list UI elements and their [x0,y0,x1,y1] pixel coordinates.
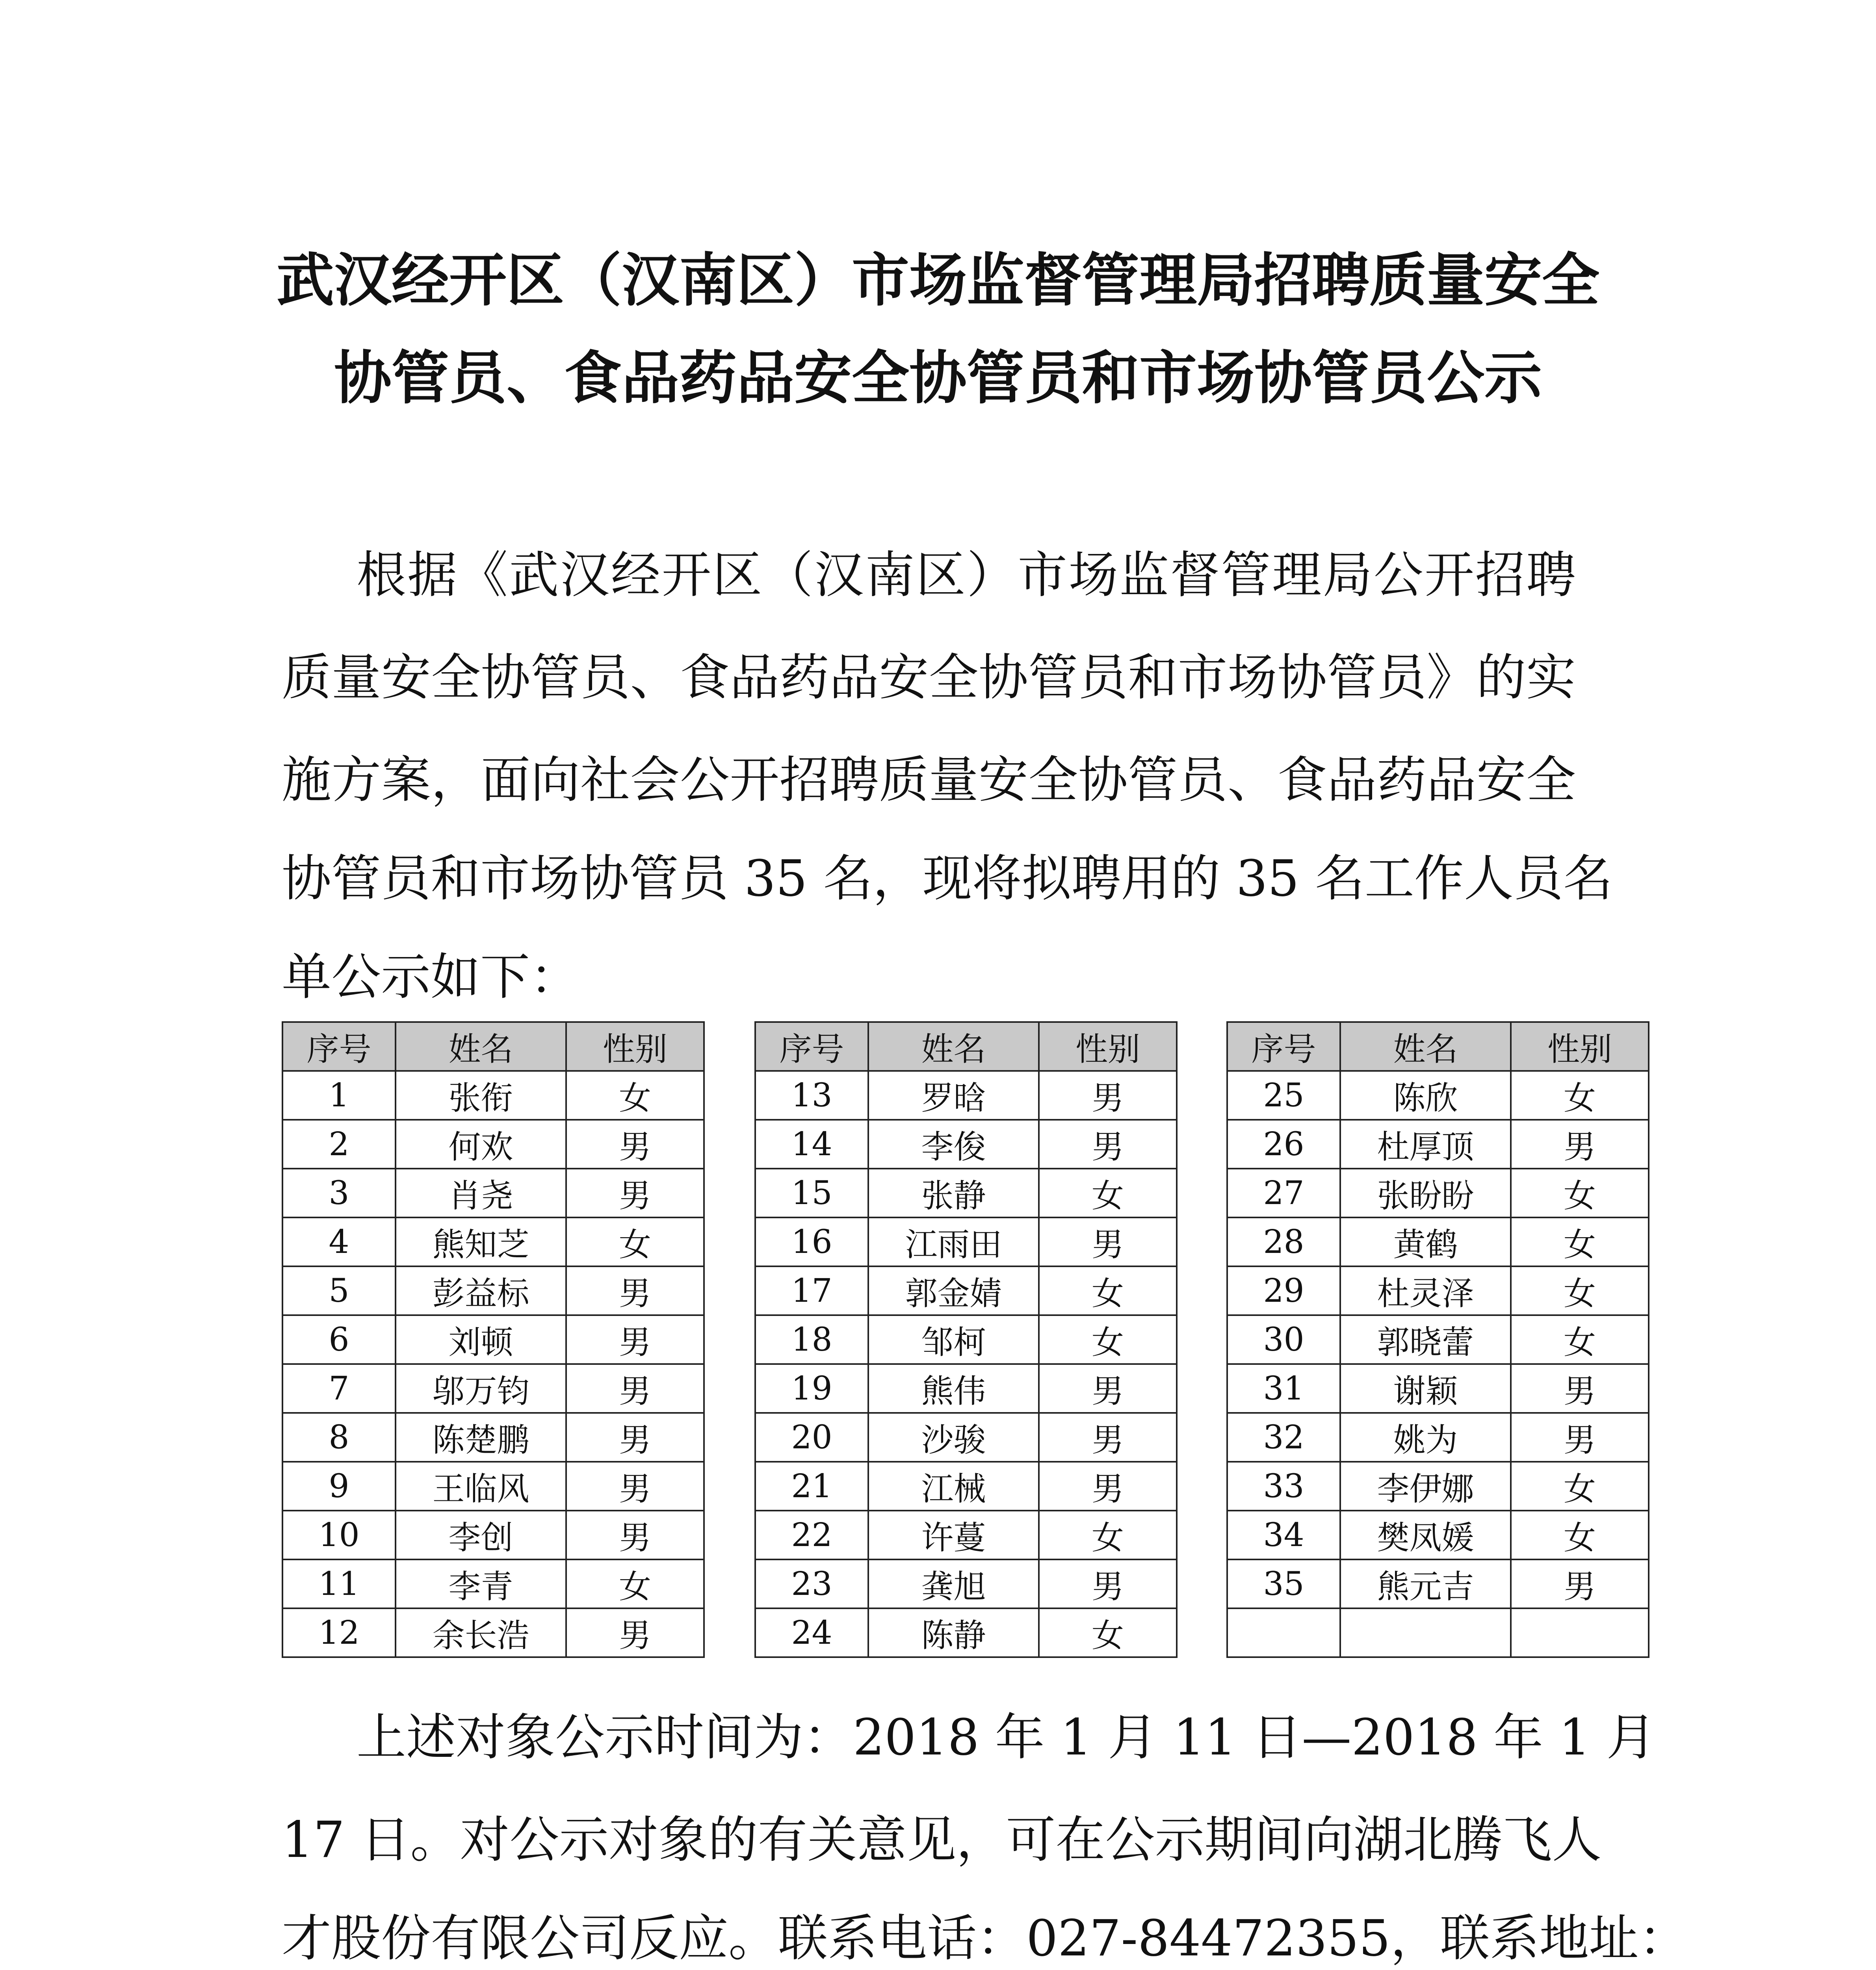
table-row [282,1364,704,1413]
table-row [282,1413,704,1462]
header-name: 姓名 [868,1022,1039,1071]
cell-gender: 男 [566,1120,704,1169]
cell-name: 郭金婧 [868,1266,1039,1315]
notice-line-2: 17 日。对公示对象的有关意见，可在公示期间向湖北腾飞人 [282,1811,1602,1869]
cell-seq [1227,1608,1340,1657]
cell-name: 王临风 [396,1462,566,1511]
cell-name: 陈楚鹏 [396,1413,566,1462]
cell-name: 樊凤媛 [1340,1511,1511,1559]
table-row [282,1217,704,1266]
cell-gender: 女 [1511,1511,1649,1559]
cell-seq: 25 [1227,1071,1340,1120]
cell-seq: 13 [755,1071,868,1120]
table-row [282,1315,704,1364]
cell-name: 邹柯 [868,1315,1039,1364]
table-row [282,1511,704,1559]
cell-seq: 28 [1227,1217,1340,1266]
cell-seq: 14 [755,1120,868,1169]
cell-name: 陈静 [868,1608,1039,1657]
cell-gender: 女 [1511,1266,1649,1315]
cell-name: 罗晗 [868,1071,1039,1120]
table-row [282,1266,704,1315]
cell-gender: 男 [1511,1559,1649,1608]
cell-seq: 3 [282,1169,396,1217]
cell-gender: 男 [566,1169,704,1217]
header-seq: 序号 [1227,1022,1340,1071]
cell-name: 李俊 [868,1120,1039,1169]
cell-seq: 17 [755,1266,868,1315]
header-name: 姓名 [1340,1022,1511,1071]
cell-gender: 男 [566,1315,704,1364]
cell-gender: 女 [1511,1071,1649,1120]
cell-seq: 22 [755,1511,868,1559]
roster-table-1 [282,1021,705,1658]
cell-gender: 男 [566,1462,704,1511]
cell-gender: 女 [1039,1608,1177,1657]
cell-seq: 10 [282,1511,396,1559]
roster-body [282,1071,704,1657]
cell-seq: 23 [755,1559,868,1608]
cell-gender: 男 [1039,1217,1177,1266]
cell-gender: 男 [1039,1364,1177,1413]
header-row [755,1022,1177,1071]
cell-seq: 20 [755,1413,868,1462]
table-row [755,1071,1177,1120]
cell-gender: 男 [566,1511,704,1559]
title-line-2: 协管员、食品药品安全协管员和市场协管员公示 [334,345,1542,412]
cell-name: 邬万钧 [396,1364,566,1413]
notice-line-3: 才股份有限公司反应。联系电话：027-84472355，联系地址： [282,1909,1688,1967]
table-row [755,1608,1177,1657]
cell-gender: 男 [1039,1120,1177,1169]
cell-name: 张静 [868,1169,1039,1217]
cell-name: 李伊娜 [1340,1462,1511,1511]
cell-gender: 女 [566,1217,704,1266]
cell-gender: 男 [1039,1413,1177,1462]
cell-name: 杜灵泽 [1340,1266,1511,1315]
table-row [282,1169,704,1217]
cell-seq: 34 [1227,1511,1340,1559]
header-gender: 性别 [566,1022,704,1071]
cell-gender: 男 [1511,1120,1649,1169]
table-row [1227,1071,1649,1120]
table-row [1227,1462,1649,1511]
cell-name: 熊知芝 [396,1217,566,1266]
cell-seq: 8 [282,1413,396,1462]
cell-gender: 女 [1511,1169,1649,1217]
cell-gender: 女 [1039,1266,1177,1315]
table-row [755,1120,1177,1169]
roster-body [755,1071,1177,1657]
cell-seq: 32 [1227,1413,1340,1462]
header-seq: 序号 [755,1022,868,1071]
header-seq: 序号 [282,1022,396,1071]
cell-gender: 男 [566,1413,704,1462]
cell-seq: 6 [282,1315,396,1364]
cell-name: 姚为 [1340,1413,1511,1462]
cell-name: 沙骏 [868,1413,1039,1462]
table-row [755,1217,1177,1266]
cell-gender: 女 [566,1071,704,1120]
table-row [755,1364,1177,1413]
cell-seq: 21 [755,1462,868,1511]
cell-name: 李青 [396,1559,566,1608]
cell-name: 黄鹤 [1340,1217,1511,1266]
intro-line-5: 单公示如下： [282,948,580,1006]
cell-gender: 男 [1511,1364,1649,1413]
cell-seq: 15 [755,1169,868,1217]
cell-name: 刘顿 [396,1315,566,1364]
cell-seq: 18 [755,1315,868,1364]
roster-table-3 [1226,1021,1649,1658]
notice-line-1: 上述对象公示时间为：2018 年 1 月 11 日—2018 年 1 月 [357,1708,1656,1766]
roster-tables [282,1021,1668,1671]
cell-gender: 女 [1039,1315,1177,1364]
header-row [1227,1022,1649,1071]
table-row [1227,1120,1649,1169]
cell-name: 谢颖 [1340,1364,1511,1413]
intro-line-2: 质量安全协管员、食品药品安全协管员和市场协管员》的实 [282,649,1576,706]
table-row [282,1608,704,1657]
cell-seq: 31 [1227,1364,1340,1413]
cell-gender: 男 [1039,1462,1177,1511]
table-row [755,1413,1177,1462]
cell-seq: 1 [282,1071,396,1120]
cell-name: 张盼盼 [1340,1169,1511,1217]
cell-gender: 男 [566,1608,704,1657]
header-row [282,1022,704,1071]
cell-name: 许蔓 [868,1511,1039,1559]
table-row [755,1266,1177,1315]
cell-seq: 16 [755,1217,868,1266]
intro-line-3: 施方案，面向社会公开招聘质量安全协管员、食品药品安全 [282,751,1576,809]
cell-name: 龚旭 [868,1559,1039,1608]
table-row [1227,1169,1649,1217]
cell-name: 江械 [868,1462,1039,1511]
cell-seq: 9 [282,1462,396,1511]
cell-gender: 女 [1511,1217,1649,1266]
cell-seq: 2 [282,1120,396,1169]
cell-seq: 30 [1227,1315,1340,1364]
table-row [282,1071,704,1120]
cell-gender [1511,1608,1649,1657]
table-row [755,1315,1177,1364]
table-row [282,1559,704,1608]
cell-gender: 男 [1039,1071,1177,1120]
cell-seq: 24 [755,1608,868,1657]
cell-name: 余长浩 [396,1608,566,1657]
cell-seq: 11 [282,1559,396,1608]
roster-body [1227,1071,1649,1657]
header-name: 姓名 [396,1022,566,1071]
title-line-1: 武汉经开区（汉南区）市场监督管理局招聘质量安全 [277,247,1599,314]
cell-name: 张衔 [396,1071,566,1120]
cell-seq: 33 [1227,1462,1340,1511]
cell-gender: 女 [1511,1315,1649,1364]
table-row [755,1511,1177,1559]
cell-gender: 男 [1039,1559,1177,1608]
cell-gender: 女 [1039,1511,1177,1559]
cell-seq: 19 [755,1364,868,1413]
cell-seq: 7 [282,1364,396,1413]
cell-name: 陈欣 [1340,1071,1511,1120]
table-row [1227,1608,1649,1657]
cell-seq: 35 [1227,1559,1340,1608]
cell-gender: 男 [566,1266,704,1315]
table-row [1227,1315,1649,1364]
cell-gender: 女 [566,1559,704,1608]
cell-gender: 女 [1511,1462,1649,1511]
cell-gender: 男 [566,1364,704,1413]
table-row [1227,1559,1649,1608]
cell-name: 郭晓蕾 [1340,1315,1511,1364]
table-row [1227,1266,1649,1315]
table-row [1227,1413,1649,1462]
cell-seq: 4 [282,1217,396,1266]
table-row [1227,1364,1649,1413]
cell-name: 肖尧 [396,1169,566,1217]
cell-name: 熊元吉 [1340,1559,1511,1608]
cell-gender: 男 [1511,1413,1649,1462]
intro-line-1: 根据《武汉经开区（汉南区）市场监督管理局公开招聘 [357,546,1576,604]
table-row [1227,1511,1649,1559]
cell-seq: 29 [1227,1266,1340,1315]
table-row [282,1462,704,1511]
cell-gender: 女 [1039,1169,1177,1217]
roster-table-2 [754,1021,1178,1658]
cell-name: 熊伟 [868,1364,1039,1413]
table-row [755,1169,1177,1217]
cell-name: 李创 [396,1511,566,1559]
table-row [282,1120,704,1169]
cell-name: 何欢 [396,1120,566,1169]
cell-seq: 27 [1227,1169,1340,1217]
table-row [755,1559,1177,1608]
cell-seq: 12 [282,1608,396,1657]
header-gender: 性别 [1511,1022,1649,1071]
intro-line-4: 协管员和市场协管员 35 名，现将拟聘用的 35 名工作人员名 [282,849,1613,907]
cell-name: 彭益标 [396,1266,566,1315]
cell-name: 江雨田 [868,1217,1039,1266]
table-row [755,1462,1177,1511]
cell-seq: 5 [282,1266,396,1315]
cell-name: 杜厚顶 [1340,1120,1511,1169]
table-row [1227,1217,1649,1266]
cell-name [1340,1608,1511,1657]
cell-seq: 26 [1227,1120,1340,1169]
header-gender: 性别 [1039,1022,1177,1071]
